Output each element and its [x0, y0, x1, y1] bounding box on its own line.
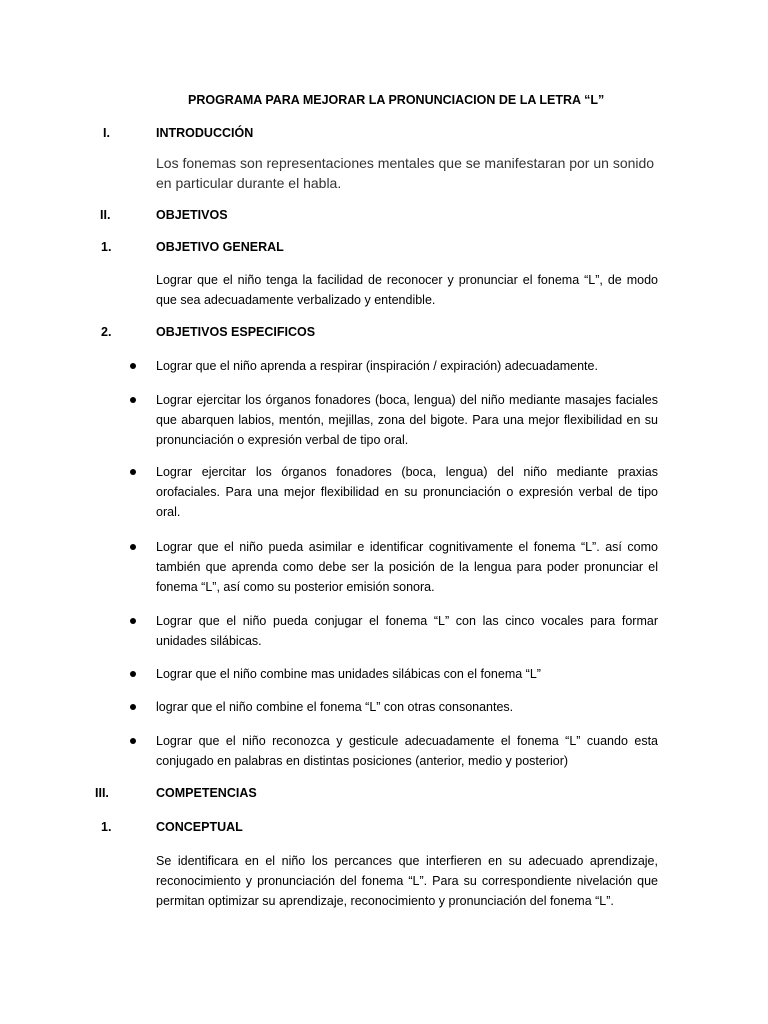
section-number-competencias: III.: [95, 786, 109, 800]
subsection-title-general: OBJETIVO GENERAL: [156, 240, 284, 254]
bullet-icon: [130, 704, 136, 710]
list-item: Lograr que el niño pueda conjugar el fonema “L” con las cinco vocales para formar unidades silábicas.: [156, 614, 658, 648]
subsection-number-especificos: 2.: [101, 325, 112, 339]
general-objective-paragraph: Lograr que el niño tenga la facilidad de reconocer y pronunciar el fonema “L”, de modo que sea adecuadamente verbalizado y entendible.: [156, 273, 658, 307]
section-title-competencias: COMPETENCIAS: [156, 786, 257, 800]
bullet-icon: [130, 363, 136, 369]
list-item: Lograr que el niño pueda asimilar e identificar cognitivamente el fonema “L”. así como también que aprenda como debe ser la posición de la lengua para poder pronunciar el fonema “L”, así como su posterior emisión sonora.: [156, 540, 658, 594]
section-number-intro: I.: [103, 126, 110, 140]
bullet-icon: [130, 544, 136, 550]
document-title: PROGRAMA PARA MEJORAR LA PRONUNCIACION DE LA LETRA “L”: [188, 93, 605, 107]
intro-paragraph: Los fonemas son representaciones mentales que se manifestaran por un sonido en particular durante el habla.: [156, 155, 655, 191]
conceptual-paragraph: Se identificara en el niño los percances que interfieren en su adecuado aprendizaje, reconocimiento y pronunciación del fonema “L”. Para su correspondiente nivelación que permitan optimizar su aprendizaje, reconocimiento y pronunciación del fonema “L”.: [156, 854, 658, 908]
list-item: lograr que el niño combine el fonema “L” con otras consonantes.: [156, 700, 514, 714]
bullet-icon: [130, 469, 136, 475]
subsection-number-conceptual: 1.: [101, 820, 112, 834]
list-item: Lograr ejercitar los órganos fonadores (boca, lengua) del niño mediante praxias orofaciales. Para una mejor flexibilidad en su pronunciación o expresión verbal de tipo oral.: [156, 465, 658, 519]
list-item: Lograr que el niño reconozca y gesticule adecuadamente el fonema “L” cuando esta conjugado en palabras en distintas posiciones (anterior, medio y posterior): [156, 734, 658, 768]
list-item: Lograr ejercitar los órganos fonadores (boca, lengua) del niño mediante masajes faciales que abarquen labios, mentón, mejillas, zona del bigote. Para una mejor flexibilidad en su pronunciación o expresión verbal de tipo oral.: [156, 393, 658, 447]
list-item: Lograr que el niño aprenda a respirar (inspiración / expiración) adecuadamente.: [156, 359, 598, 373]
bullet-icon: [130, 738, 136, 744]
bullet-icon: [130, 671, 136, 677]
subsection-title-conceptual: CONCEPTUAL: [156, 820, 243, 834]
list-item: Lograr que el niño combine mas unidades silábicas con el fonema “L”: [156, 667, 541, 681]
subsection-title-especificos: OBJETIVOS ESPECIFICOS: [156, 325, 316, 339]
section-title-objetivos: OBJETIVOS: [156, 208, 228, 222]
section-number-objetivos: II.: [100, 208, 111, 222]
section-title-intro: INTRODUCCIÓN: [156, 126, 254, 140]
bullet-icon: [130, 397, 136, 403]
subsection-number-general: 1.: [101, 240, 112, 254]
bullet-icon: [130, 618, 136, 624]
